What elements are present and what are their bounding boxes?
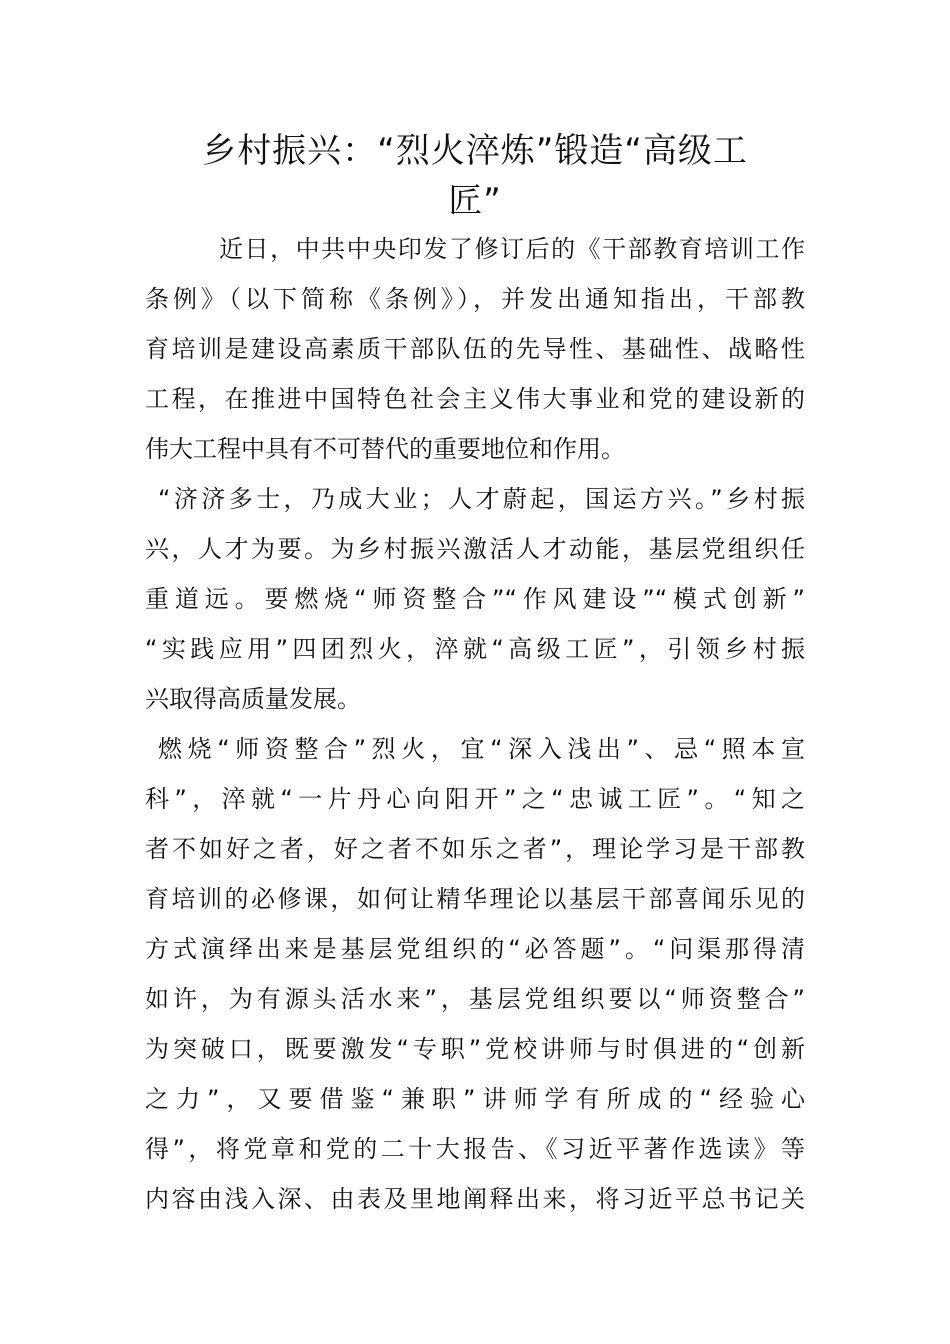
text-line: 之力”，又要借鉴“兼职”讲师学有所成的“经验心 (145, 1085, 805, 1113)
text-line: 条例》（以下简称《条例》），并发出通知指出，干部教 (145, 285, 805, 313)
document-title (145, 126, 805, 226)
paragraph-3 (145, 724, 805, 1224)
document-body (145, 224, 805, 1224)
text-line: 燃烧“师资整合”烈火，宜“深入浅出”、忌“照本宣 (158, 735, 805, 763)
text-line: 伟大工程中具有不可替代的重要地位和作用。 (145, 435, 625, 463)
text-line: 兴取得高质量发展。 (145, 685, 361, 713)
title-line-2: 匠” (448, 181, 502, 221)
paragraph-1 (145, 224, 805, 474)
text-line: 近日，中共中央印发了修订后的《干部教育培训工作 (219, 235, 805, 263)
text-line: 为突破口，既要激发“专职”党校讲师与时俱进的“创新 (145, 1035, 805, 1063)
text-line: 科”，淬就“一片丹心向阳开”之“忠诚工匠”。“知之 (145, 785, 805, 813)
text-line: 工程，在推进中国特色社会主义伟大事业和党的建设新的 (145, 385, 805, 413)
text-line: 育培训是建设高素质干部队伍的先导性、基础性、战略性 (145, 335, 805, 363)
text-line: 者不如好之者，好之者不如乐之者”，理论学习是干部教 (145, 835, 805, 863)
text-line: 如许，为有源头活水来”，基层党组织要以“师资整合” (145, 985, 805, 1013)
text-line: 育培训的必修课，如何让精华理论以基层干部喜闻乐见的 (145, 885, 805, 913)
paragraph-2 (145, 474, 805, 724)
text-line: 兴，人才为要。为乡村振兴激活人才动能，基层党组织任 (145, 535, 805, 563)
text-line: “济济多士，乃成大业；人才蔚起，国运方兴。”乡村振 (158, 485, 805, 513)
title-line-1: 乡村振兴：“烈火淬炼”锻造“高级工 (202, 131, 748, 171)
text-line: 方式演绎出来是基层党组织的“必答题”。“问渠那得清 (145, 935, 805, 963)
text-line: 内容由浅入深、由表及里地阐释出来，将习近平总书记关 (145, 1185, 805, 1213)
text-line: 得”，将党章和党的二十大报告、《习近平著作选读》等 (145, 1135, 805, 1163)
text-line: “实践应用”四团烈火，淬就“高级工匠”，引领乡村振 (145, 635, 805, 663)
text-line: 重道远。要燃烧“师资整合”“作风建设”“模式创新” (145, 585, 805, 613)
